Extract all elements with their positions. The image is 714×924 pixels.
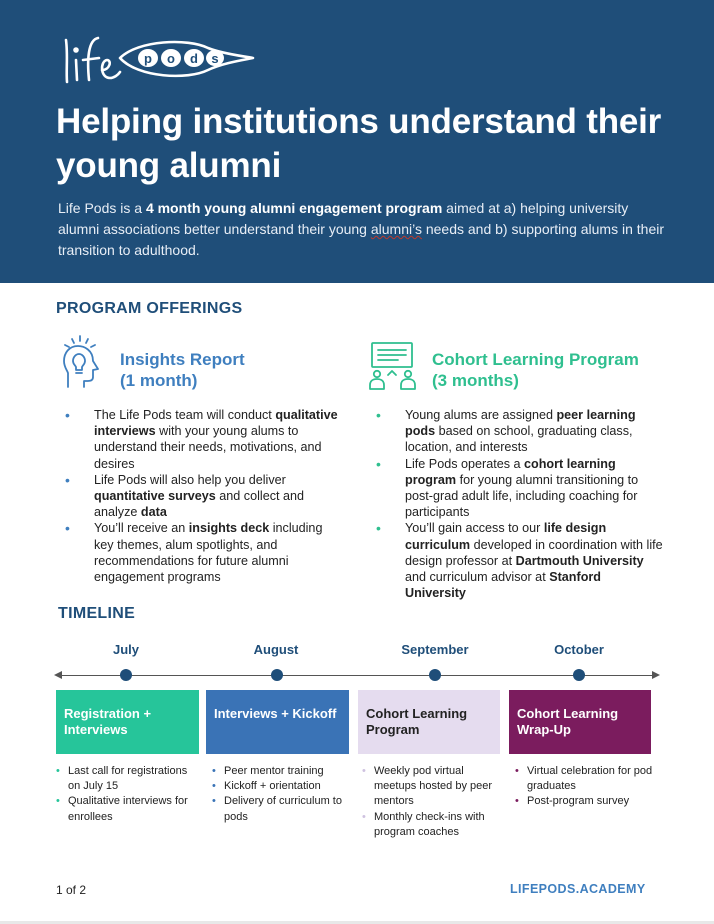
phase-registration-interviews: Registration + Interviews [56,690,199,754]
intro-paragraph [58,198,668,261]
insights-report-heading [120,349,245,391]
phase-bullet-list [68,764,198,825]
timeline-marker-dot [120,669,132,681]
phase-bullet-list [224,764,354,825]
list-item: • Virtual celebration for pod graduates [527,764,657,794]
phase-bullet-list [374,764,506,840]
list-item: • Kickoff + orientation [224,779,354,794]
list-item: • You’ll gain access to our life design curriculum developed in coordination with life design professor at Dartmouth University and curriculum advisor at Stanford University [405,520,665,601]
svg-text:p: p [144,51,152,66]
phase-bullet-list [527,764,657,810]
insights-bullet-list [94,407,344,585]
phase-cohort-learning-program: Cohort Learning Program [358,690,500,754]
list-item: • Qualitative interviews for enrollees [68,794,198,824]
svg-text:d: d [190,51,198,66]
intro-misspelling-underline: alumni’s [370,221,422,237]
phase-cohort-learning-wrapup: Cohort Learning Wrap-Up [509,690,651,754]
page-number: 1 of 2 [56,883,87,897]
timeline-arrow-left-icon [54,671,62,679]
group-whiteboard-icon [368,341,418,393]
svg-text:o: o [167,51,175,66]
list-item: • Post-program survey [527,794,657,809]
cohort-title: Cohort Learning Program [432,350,639,369]
intro-text: Life Pods is a [58,200,146,216]
timeline-axis-line [58,675,658,676]
intro-text: needs and b) supporting alums in their transition to adulthood. [58,221,665,258]
list-item: • Weekly pod virtual meetups hosted by peer mentors [374,764,506,810]
program-offerings-heading: PROGRAM OFFERINGS [56,300,243,317]
page-title: Helping institutions understand their young alumni [56,102,662,185]
list-item: • Life Pods will also help you deliver quantitative surveys and collect and analyze data [94,472,344,521]
list-item: • Life Pods operates a cohort learning program for young alumni transitioning to post-grad adult life, including coaching for participants [405,456,665,521]
timeline-month-label: September [401,642,469,657]
insights-title: Insights Report [120,350,245,369]
timeline-month-label: October [554,642,604,657]
cohort-learning-heading [432,349,639,391]
list-item: • Peer mentor training [224,764,354,779]
intro-text: aimed at a) helping university alumni associations better understand their young [58,200,629,237]
list-item: • Young alums are assigned peer learning pods based on school, graduating class, location, and interests [405,407,665,456]
list-item: • Delivery of curriculum to pods [224,794,354,824]
timeline-marker-dot [429,669,441,681]
timeline-heading: TIMELINE [58,605,136,622]
intro-bold: 4 month young alumni engagement program [145,200,443,216]
life-pods-logo [58,30,258,90]
cohort-duration: (3 months) [432,371,519,390]
hero-banner [0,0,714,283]
insights-duration: (1 month) [120,371,198,390]
list-item: • Monthly check-ins with program coaches [374,810,506,840]
timeline-arrow-right-icon [652,671,660,679]
phase-interviews-kickoff: Interviews + Kickoff [206,690,349,754]
list-item: • The Life Pods team will conduct qualitative interviews with your young alums to understand their needs, motivations, and desires [94,407,344,472]
list-item: • Last call for registrations on July 15 [68,764,198,794]
head-with-lightbulb-icon [60,335,104,390]
timeline-marker-dot [573,669,585,681]
cohort-bullet-list [405,407,665,601]
timeline-month-label: August [253,642,299,657]
list-item: • You’ll receive an insights deck including key themes, alum spotlights, and recommendations for future alumni engagement programs [94,520,344,585]
website-link[interactable]: LIFEPODS.ACADEMY [510,882,646,896]
timeline-marker-dot [271,669,283,681]
timeline-month-label: July [112,642,139,657]
svg-text:s: s [211,51,219,66]
